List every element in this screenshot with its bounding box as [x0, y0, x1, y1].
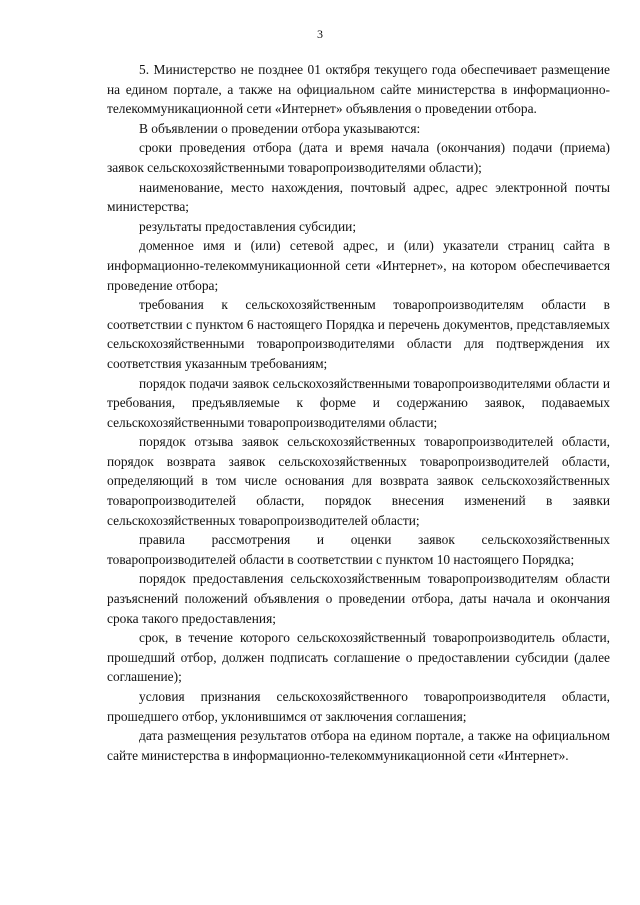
paragraph-9: порядок отзыва заявок сельскохозяйственных товаропроизводителей области, порядок возврата заявок сельскохозяйственных товаропроизводителей области, определяющий в том числе основания для возврата заявок сельскохозяйственных товаропроизводителей области, порядок внесения изменений в заявки сельскохозяйственных товаропроизводителей области; — [107, 434, 610, 528]
paragraph-3: сроки проведения отбора (дата и время начала (окончания) подачи (приема) заявок сельскохозяйственными товаропроизводителями области); — [107, 140, 610, 175]
document-body — [107, 60, 610, 765]
paragraph-10: правила рассмотрения и оценки заявок сельскохозяйственных товаропроизводителей области в соответствии с пунктом 10 настоящего Порядка; — [107, 532, 610, 567]
paragraph-6: доменное имя и (или) сетевой адрес, и (или) указатели страниц сайта в информационно-телекоммуникационной сети «Интернет», на котором обеспечивается проведение отбора; — [107, 238, 610, 293]
paragraph-14: дата размещения результатов отбора на едином портале, а также на официальном сайте министерства в информационно-телекоммуникационной сети «Интернет». — [107, 728, 610, 763]
paragraph-13: условия признания сельскохозяйственного товаропроизводителя области, прошедшего отбор, уклонившимся от заключения соглашения; — [107, 689, 610, 724]
paragraph-5: результаты предоставления субсидии; — [139, 218, 357, 234]
paragraph-12: срок, в течение которого сельскохозяйственный товаропроизводитель области, прошедший отбор, должен подписать соглашение о предоставлении субсидии (далее соглашение); — [107, 630, 610, 685]
page-number: 3 — [317, 27, 323, 41]
paragraph-2: В объявлении о проведении отбора указываются: — [139, 120, 421, 136]
paragraph-11: порядок предоставления сельскохозяйственным товаропроизводителям области разъяснений положений объявления о проведении отбора, даты начала и окончания срока такого предоставления; — [107, 571, 610, 626]
paragraph-1: 5. Министерство не позднее 01 октября текущего года обеспечивает размещение на едином портале, а также на официальном сайте министерства в информационно-телекоммуникационной сети «Интернет» объявления о проведении отбора. — [107, 62, 610, 117]
paragraph-8: порядок подачи заявок сельскохозяйственными товаропроизводителями области и требования, предъявляемые к форме и содержанию заявок, подаваемых сельскохозяйственными товаропроизводителями области; — [107, 375, 610, 430]
paragraph-7: требования к сельскохозяйственным товаропроизводителям области в соответствии с пунктом 6 настоящего Порядка и перечень документов, представляемых сельскохозяйственными товаропроизводителями области для подтверждения их соответствия указанным требованиям; — [107, 297, 610, 371]
paragraph-4: наименование, место нахождения, почтовый адрес, адрес электронной почты министерства; — [107, 179, 610, 215]
